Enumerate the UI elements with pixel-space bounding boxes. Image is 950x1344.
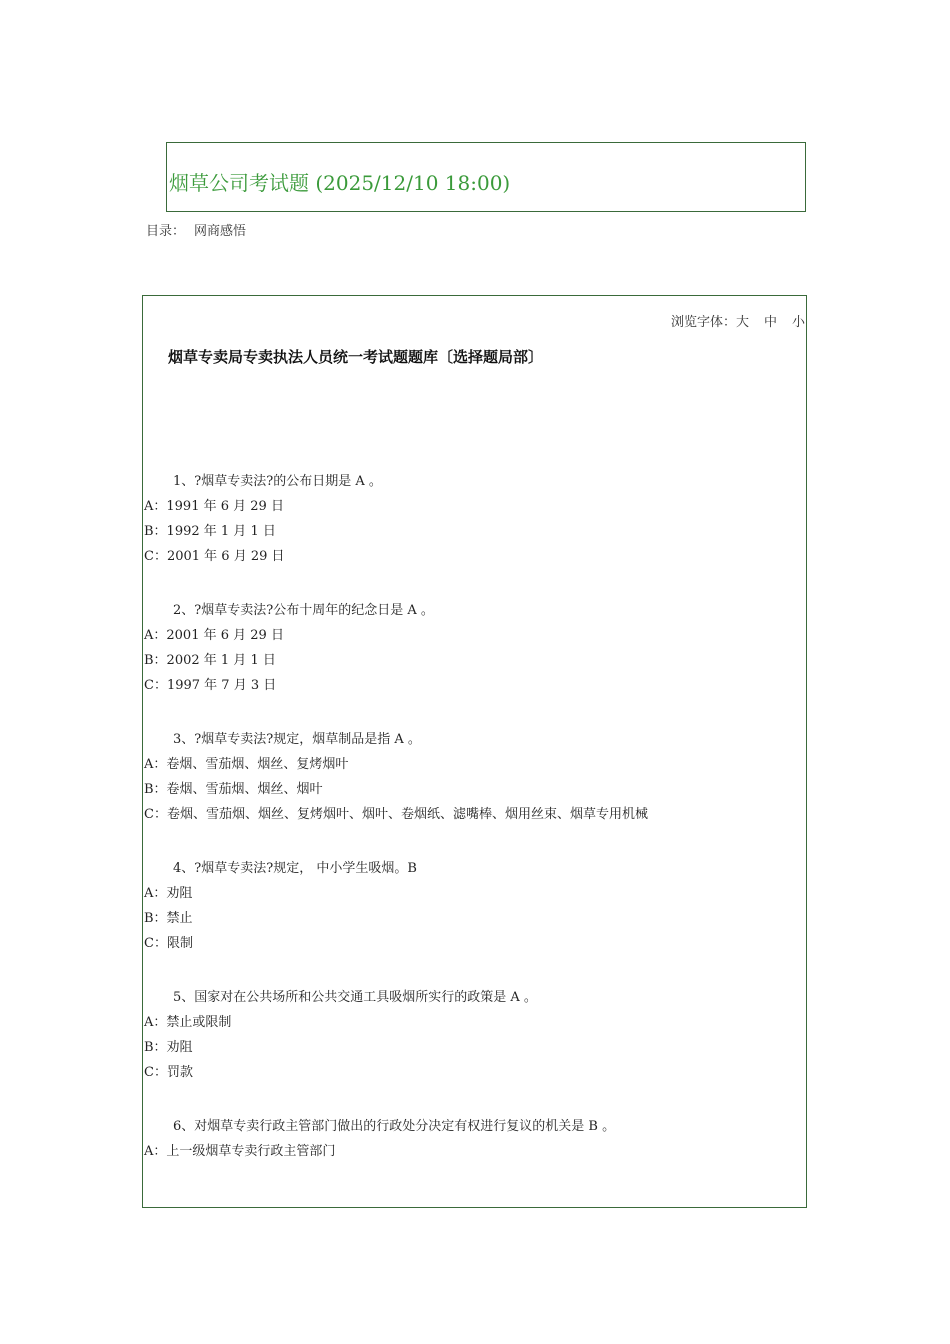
question-5 (143, 985, 806, 1085)
font-size-small[interactable]: 小 (792, 315, 806, 330)
question-4 (143, 856, 806, 956)
toc-link[interactable]: 网商感悟 (194, 224, 247, 239)
font-size-label: 浏览字体： (670, 315, 736, 330)
question-text: 5、国家对在公共场所和公共交通工具吸烟所实行的政策是 A 。 (173, 990, 537, 1005)
option-c: C：卷烟、雪茄烟、烟丝、复烤烟叶、烟叶、卷烟纸、滤嘴棒、烟用丝束、烟草专用机械 (144, 807, 648, 822)
question-6 (143, 1114, 806, 1164)
question-text: 2、?烟草专卖法?公布十周年的纪念日是 A 。 (173, 603, 434, 618)
option-c: C：限制 (144, 936, 193, 951)
article-title: 烟草专卖局专卖执法人员统一考试题题库〔选择题局部〕 (168, 348, 544, 366)
font-size-medium[interactable]: 中 (764, 315, 778, 330)
content-box (142, 295, 807, 1208)
toc-label: 目录： (146, 224, 186, 239)
option-c: C：2001 年 6 月 29 日 (144, 549, 285, 564)
question-text: 6、对烟草专卖行政主管部门做出的行政处分决定有权进行复议的机关是 B 。 (173, 1119, 616, 1134)
font-size-selector (671, 311, 806, 330)
option-b: B：禁止 (144, 911, 193, 926)
question-1 (143, 469, 806, 569)
option-a: A：2001 年 6 月 29 日 (144, 628, 284, 643)
option-c: C：罚款 (144, 1065, 193, 1080)
option-a: A：禁止或限制 (144, 1015, 232, 1030)
question-3 (143, 727, 806, 827)
option-b: B：1992 年 1 月 1 日 (144, 524, 276, 539)
option-a: A：劝阻 (144, 886, 193, 901)
option-a: A：1991 年 6 月 29 日 (144, 499, 284, 514)
option-a: A：卷烟、雪茄烟、烟丝、复烤烟叶 (144, 757, 349, 772)
question-text: 3、?烟草专卖法?规定，烟草制品是指 A 。 (173, 732, 421, 747)
question-text: 1、?烟草专卖法?的公布日期是 A 。 (173, 474, 382, 489)
font-size-large[interactable]: 大 (736, 315, 750, 330)
option-b: B：劝阻 (144, 1040, 193, 1055)
table-of-contents (146, 220, 246, 239)
option-c: C：1997 年 7 月 3 日 (144, 678, 277, 693)
question-list (143, 469, 806, 1193)
option-b: B：2002 年 1 月 1 日 (144, 653, 276, 668)
title-box (166, 142, 806, 212)
question-text: 4、?烟草专卖法?规定， 中小学生吸烟。B (173, 861, 417, 876)
option-b: B：卷烟、雪茄烟、烟丝、烟叶 (144, 782, 323, 797)
page-title: 烟草公司考试题 (2025/12/10 18:00) (169, 171, 511, 195)
option-a: A：上一级烟草专卖行政主管部门 (144, 1144, 336, 1159)
question-2 (143, 598, 806, 698)
